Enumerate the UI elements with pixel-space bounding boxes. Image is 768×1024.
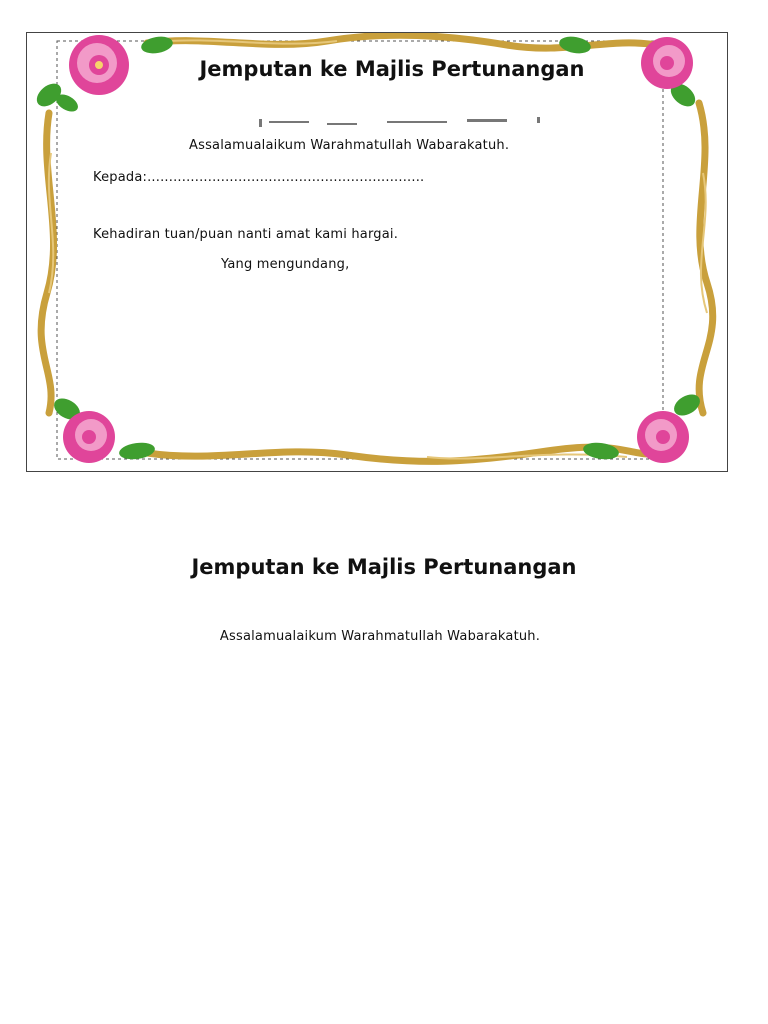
- card-title: Jemputan ke Majlis Pertunangan: [199, 57, 585, 81]
- floral-border-frame: [27, 33, 727, 471]
- signoff-text: Yang mengundang,: [221, 257, 350, 272]
- greeting-partial-text: Assalamualaikum Warahmatullah Wabarakatuh.: [219, 629, 541, 642]
- dotted-guide-border: [57, 41, 663, 459]
- rose-bottom-right-icon: [637, 411, 689, 463]
- faded-decoration: [259, 117, 540, 127]
- greeting-partial-clip: [150, 628, 610, 642]
- leaves: [32, 34, 703, 461]
- recipient-line: Kepada:................................................................: [93, 170, 425, 185]
- page-title: Jemputan ke Majlis Pertunangan: [191, 555, 577, 579]
- appreciation-text: Kehadiran tuan/puan nanti amat kami hargai.: [93, 227, 399, 242]
- ribbon-highlight: [49, 40, 707, 458]
- gold-ribbon: [41, 35, 713, 461]
- rose-bottom-left-icon: [63, 411, 115, 463]
- invitation-card: [26, 32, 728, 472]
- greeting-text: Assalamualaikum Warahmatullah Wabarakatuh.: [189, 138, 510, 153]
